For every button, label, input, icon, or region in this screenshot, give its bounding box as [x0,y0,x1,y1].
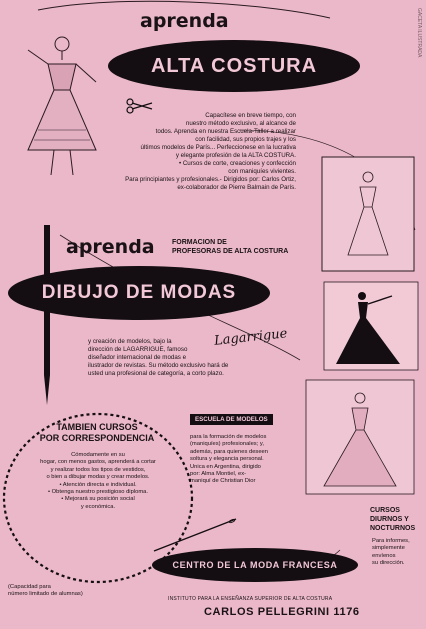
escuela-body-line: soltura y elegancia personal. [190,456,264,463]
footer-pill-text: CENTRO DE LA MODA FRANCESA [172,560,338,570]
ad1-body-line: y elegante profesión de la ALTA COSTURA. [175,152,296,159]
correspondencia-body-line: y económica. [80,503,116,510]
nocturnos-heading-line: CURSOS [370,507,400,514]
escuela-body-line: por: Alma Montiel, ex- [190,471,247,478]
correspondencia-body-line: y realizar todos los tipos de vestidos, [50,466,146,473]
escuela-body-line: Unica en Argentina, dirigido [190,463,261,470]
capacidad-line: (Capacidad para [8,584,51,590]
correspondencia-body-line: • Mejorará su posición social [61,496,135,503]
gown-sketch-illustration [304,378,416,496]
ad1-body-line: • Cursos de corte, creaciones y confección [178,160,296,167]
ad1-body-line: con facilidad, sus propios trajes y los [195,136,296,143]
ad2-title-pill [8,266,270,320]
escuela-body-line: para la formación de modelos [190,434,267,440]
ad1-body-line: ex-colaborador de Pierre Balmain de París. [177,184,296,191]
correspondencia-heading-line: TAMBIEN CURSOS [56,422,138,432]
nocturnos-body-line: su dirección. [372,560,405,567]
ad1-body-line: con maniquíes vivientes. [228,168,296,175]
capacidad-line: número limitado de alumnas) [8,591,83,598]
escuela-body-line: (maniquíes) profesionales; y, [190,441,264,448]
ad2-body-line: ilustrador de revistas. Su método exclusivo hará de [88,362,229,369]
ad1-title-pill [108,40,360,92]
fashion-figure-illustration [18,30,106,180]
sketch-frame-illustration [320,155,416,273]
capacidad-note [8,584,83,599]
correspondencia-body-line: • Obtenga nuestro prestigioso diploma. [48,489,148,496]
ad2-body-line: usted una profesional de categoría, a corto plazo. [88,370,224,377]
nocturnos-body [372,538,424,568]
nocturnos-body-line: simplemente [372,545,405,552]
footer-address: CARLOS PELLEGRINI 1176 [204,606,360,618]
ad2-body [88,338,308,378]
correspondencia-body-line: hogar, con menos gastos, aprenderá a cortar [40,459,156,466]
correspondencia-body-line: Cómodamente en su [71,452,125,458]
ad1-title: ALTA COSTURA [150,54,318,77]
ad1-body-line: últimos modelos de París... Perfeccionese en la lucrativa [140,144,296,151]
nocturnos-body-line: Para informes, [372,538,410,544]
formacion-line: FORMACION DE [172,239,227,246]
ad1-body-line: Capacítese en breve tiempo, con [205,112,296,119]
footer-instituto: INSTITUTO PARA LA ENSEÑANZA SUPERIOR DE ALTA COSTURA [168,596,333,602]
ad1-aprenda: aprenda [140,10,229,32]
escuela-body-line: maniquí de Christian Dior [190,478,256,485]
nocturnos-heading [370,506,415,533]
nocturnos-heading-line: NOCTURNOS [370,525,416,532]
nocturnos-body-line: envíenos [372,552,396,559]
ad2-body-line: dirección de LAGARRIGUE, famoso [88,346,188,353]
formacion-line: PROFESORAS DE ALTA COSTURA [172,248,289,255]
side-tag: GACETA ILUSTRADA [416,8,422,58]
escuela-body [190,434,308,486]
lagarrigue-signature: Lagarrigue [213,326,289,349]
escuela-body-line: además, para quienes deseen [190,448,268,455]
correspondencia-heading-line: POR CORRESPONDENCIA [39,433,155,443]
escuela-badge: ESCUELA DE MODELOS [190,414,273,425]
ad1-body-line: nuestro método exclusivo, al alcance de [185,120,296,127]
pencil-icon [42,225,52,405]
ad2-body-line: y creación de modelos, bajo la [88,338,172,345]
ad2-aprenda: aprenda [66,236,155,258]
correspondencia-heading [20,422,174,444]
evening-dress-illustration [322,280,420,372]
nocturnos-heading-line: DIURNOS Y [370,516,409,523]
footer-pill [152,548,358,582]
correspondencia-body-line: o bien a dibujar modas y crear modelos. [46,474,150,481]
ad2-body-line: diseñador internacional de modas e [88,354,187,361]
ad1-body-line: todos. Aprenda en nuestra Escuela-Taller a realizar [155,128,296,135]
correspondencia-body [16,452,180,511]
correspondencia-body-line: • Atención directa e individual. [59,481,137,488]
ad2-title: DIBUJO DE MODAS [41,282,237,303]
formacion-heading [172,238,288,256]
ad1-body [98,112,296,192]
ad1-body-line: Para principiantes y profesionales.- Dirigidos por: Carlos Ortiz, [125,176,296,183]
